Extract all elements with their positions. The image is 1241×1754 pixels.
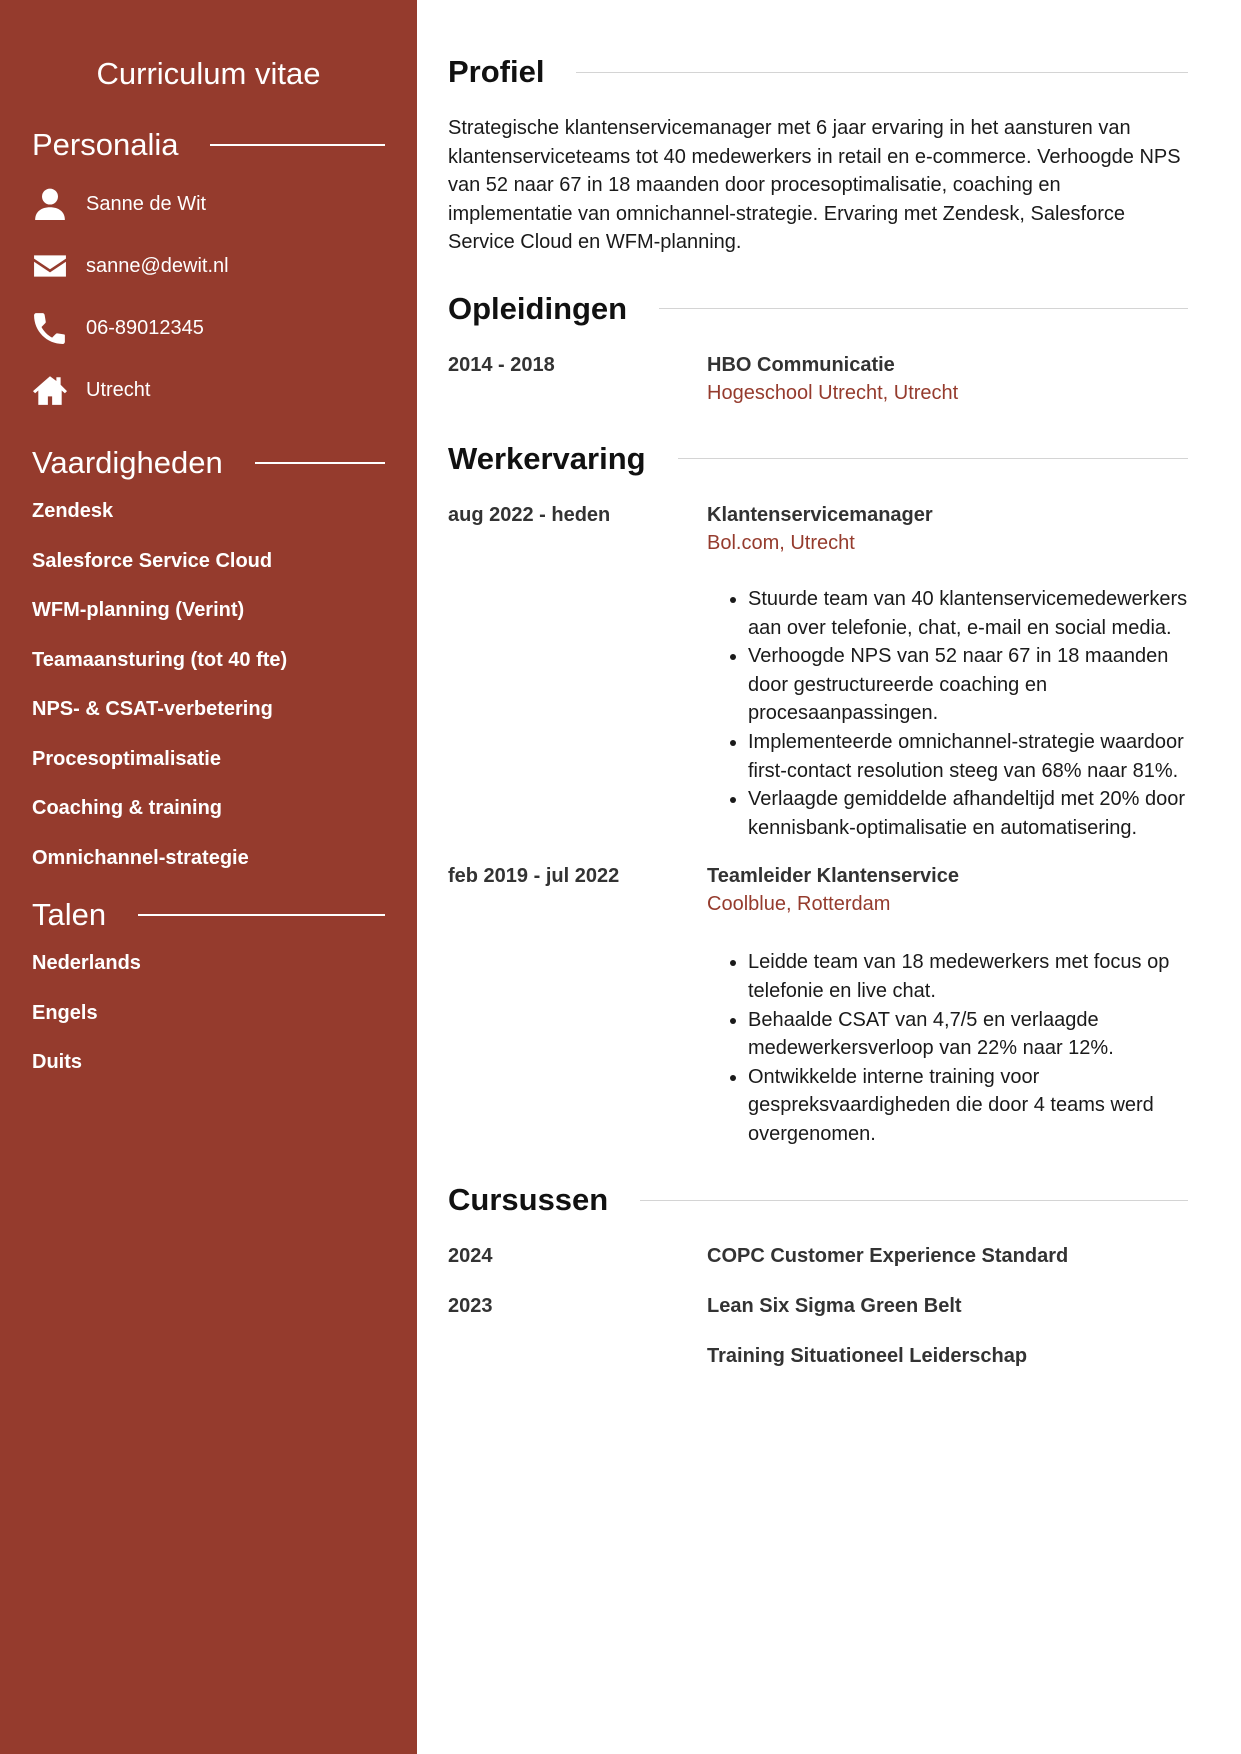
heading-divider: [640, 1200, 1188, 1201]
education-date: 2014 - 2018: [448, 353, 555, 376]
heading-divider: [210, 144, 385, 146]
contact-list: [32, 173, 385, 421]
experience-heading: [448, 439, 1188, 479]
document-title: Curriculum vitae: [96, 56, 321, 91]
course-entry: [448, 1342, 1188, 1370]
skill-item: Coaching & training: [32, 797, 222, 819]
experience-date: feb 2019 - jul 2022: [448, 865, 620, 888]
experience-bullet: • Leidde team van 18 medewerkers met focus op telefonie en live chat.: [748, 948, 1188, 1005]
skill-item: Zendesk: [32, 500, 114, 522]
experience-bullet: • Stuurde team van 40 klantenservicemedewerkers aan over telefonie, chat, e-mail en social media.: [748, 585, 1188, 642]
envelope-icon: [32, 248, 68, 284]
skill-item: Salesforce Service Cloud: [32, 549, 273, 572]
education-entry: [448, 351, 1188, 407]
course-entry: [448, 1292, 1188, 1320]
heading-divider: [678, 458, 1188, 459]
profile-heading-text: Profiel: [448, 54, 545, 89]
course-date: 2024: [448, 1245, 493, 1268]
profile-text: Strategische klantenservicemanager met 6 jaar ervaring in het aansturen van klantenserviceteams tot 40 medewerkers in retail en e-commerce. Verhoogde NPS van 52 naar 67 in 18 maanden door procesoptimalisatie, coaching en implementatie van omnichannel-strategie. Ervaring met Zendesk, Salesforce Service Cloud en WFM-planning.: [448, 117, 1181, 254]
education-heading: [448, 289, 1188, 329]
education-institution: Hogeschool Utrecht, Utrecht: [707, 381, 959, 404]
experience-title: Teamleider Klantenservice: [707, 865, 959, 888]
skill-item: Teamaansturing (tot 40 fte): [32, 648, 288, 671]
skills-list: [32, 499, 385, 895]
course-entry: [448, 1242, 1188, 1270]
course-title: Lean Six Sigma Green Belt: [707, 1295, 962, 1318]
contact-name: [32, 173, 385, 235]
profile-heading: [448, 52, 1188, 92]
course-date: [448, 1342, 707, 1370]
experience-bullet: • Verlaagde gemiddelde afhandeltijd met 20% door kennisbank-optimalisatie en automatisering.: [748, 785, 1188, 842]
heading-divider: [576, 72, 1188, 73]
skill-item: WFM-planning (Verint): [32, 599, 245, 621]
languages-heading-text: Talen: [32, 897, 107, 932]
main-content: [448, 0, 1188, 1370]
skill-item: Omnichannel-strategie: [32, 846, 249, 869]
language-item: Duits: [32, 1051, 82, 1073]
experience-bullet: • Behaalde CSAT van 4,7/5 en verlaagde medewerkersverloop van 22% naar 12%.: [748, 1006, 1188, 1063]
languages-list: [32, 951, 385, 1100]
education-heading-text: Opleidingen: [448, 290, 628, 326]
personalia-heading-text: Personalia: [32, 127, 179, 162]
courses-heading-text: Cursussen: [448, 1182, 609, 1218]
home-icon: [32, 372, 68, 408]
personalia-heading: [32, 125, 385, 165]
experience-company: Coolblue, Rotterdam: [707, 893, 891, 916]
heading-divider: [255, 462, 385, 464]
skills-heading-text: Vaardigheden: [32, 445, 223, 480]
contact-name-text: Sanne de Wit: [86, 192, 207, 215]
language-item: Nederlands: [32, 952, 141, 974]
experience-bullet: • Implementeerde omnichannel-strategie waardoor first-contact resolution steeg van 68% naar 81%.: [748, 728, 1188, 785]
course-date: 2023: [448, 1295, 493, 1318]
experience-entry: [448, 862, 1188, 1148]
sidebar: [0, 0, 417, 1754]
skill-item: NPS- & CSAT-verbetering: [32, 698, 273, 720]
languages-heading: [32, 895, 385, 935]
experience-date: aug 2022 - heden: [448, 503, 611, 526]
heading-divider: [659, 308, 1188, 309]
experience-bullet: • Ontwikkelde interne training voor gespreksvaardigheden die door 4 teams werd overgenomen.: [748, 1063, 1188, 1149]
experience-bullet: • Verhoogde NPS van 52 naar 67 in 18 maanden door gestructureerde coaching en procesaanpassingen.: [748, 642, 1188, 728]
experience-bullets: [707, 585, 1188, 842]
courses-heading: [448, 1180, 1188, 1220]
user-icon: [32, 186, 68, 222]
contact-location: [32, 359, 385, 421]
contact-phone-text[interactable]: 06-89012345: [86, 316, 204, 339]
experience-heading-text: Werkervaring: [448, 440, 646, 476]
course-title: COPC Customer Experience Standard: [707, 1245, 1069, 1268]
skills-heading: [32, 443, 385, 483]
language-item: Engels: [32, 1001, 98, 1024]
course-title: Training Situationeel Leiderschap: [707, 1345, 1028, 1368]
skill-item: Procesoptimalisatie: [32, 747, 221, 770]
phone-icon: [32, 310, 68, 346]
experience-entry: [448, 501, 1188, 842]
contact-location-text: Utrecht: [86, 378, 151, 401]
contact-phone[interactable]: [32, 297, 385, 359]
contact-email-text[interactable]: sanne@dewit.nl: [86, 254, 229, 277]
education-title: HBO Communicatie: [707, 353, 895, 376]
contact-email[interactable]: [32, 235, 385, 297]
experience-bullets: [707, 948, 1188, 1148]
experience-title: Klantenservicemanager: [707, 503, 933, 526]
heading-divider: [138, 914, 385, 916]
experience-company: Bol.com, Utrecht: [707, 531, 855, 554]
